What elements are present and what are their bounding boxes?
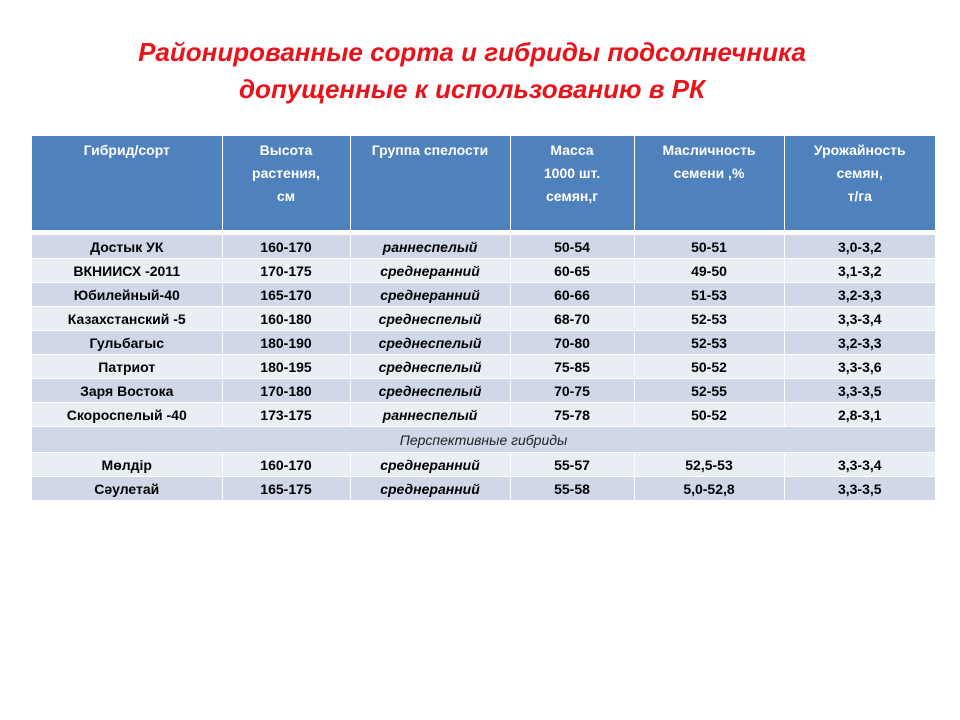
cell-height: 180-190: [222, 331, 350, 355]
cell-mass: 60-65: [510, 259, 634, 283]
header-hybrid: Гибрид/сорт: [32, 136, 222, 233]
cell-yield: 3,3-3,5: [784, 379, 935, 403]
cell-mass: 50-54: [510, 233, 634, 259]
cell-hybrid: Гульбагыс: [32, 331, 222, 355]
cell-hybrid: Казахстанский -5: [32, 307, 222, 331]
section-row: [32, 427, 935, 453]
cell-oil: 52-53: [634, 331, 784, 355]
cell-hybrid: Юбилейный-40: [32, 283, 222, 307]
cell-hybrid: Достык УК: [32, 233, 222, 259]
table-row: [32, 453, 935, 477]
header-mass-1000: Масса 1000 шт. семян,г: [510, 136, 634, 233]
table-row: [32, 233, 935, 259]
table-row: [32, 477, 935, 501]
cell-yield: 3,2-3,3: [784, 283, 935, 307]
cell-yield: 2,8-3,1: [784, 403, 935, 427]
cell-hybrid: Сәулетай: [32, 477, 222, 501]
cell-mass: 75-78: [510, 403, 634, 427]
cell-hybrid: ВКНИИСХ -2011: [32, 259, 222, 283]
cell-oil: 50-52: [634, 403, 784, 427]
cell-oil: 49-50: [634, 259, 784, 283]
cell-mass: 60-66: [510, 283, 634, 307]
cell-mass: 55-58: [510, 477, 634, 501]
cell-height: 160-170: [222, 233, 350, 259]
cell-hybrid: Заря Востока: [32, 379, 222, 403]
header-height: Высота растения, см: [222, 136, 350, 233]
cell-ripeness: раннеспелый: [350, 403, 510, 427]
cell-hybrid: Мөлдір: [32, 453, 222, 477]
table-row: [32, 259, 935, 283]
cell-mass: 68-70: [510, 307, 634, 331]
cell-ripeness: среднеранний: [350, 259, 510, 283]
cell-height: 165-170: [222, 283, 350, 307]
table-row: [32, 355, 935, 379]
cell-hybrid: Патриот: [32, 355, 222, 379]
cell-height: 173-175: [222, 403, 350, 427]
cell-ripeness: среднеранний: [350, 283, 510, 307]
cell-ripeness: раннеспелый: [350, 233, 510, 259]
cell-yield: 3,3-3,6: [784, 355, 935, 379]
cell-yield: 3,0-3,2: [784, 233, 935, 259]
cell-ripeness: среднеспелый: [350, 331, 510, 355]
cell-hybrid: Скороспелый -40: [32, 403, 222, 427]
header-yield: Урожайность семян, т/га: [784, 136, 935, 233]
table-row: [32, 283, 935, 307]
cell-mass: 75-85: [510, 355, 634, 379]
cell-oil: 52-53: [634, 307, 784, 331]
cell-oil: 50-51: [634, 233, 784, 259]
section-label: Перспективные гибриды: [32, 427, 935, 453]
cell-oil: 50-52: [634, 355, 784, 379]
cell-oil: 5,0-52,8: [634, 477, 784, 501]
cell-oil: 51-53: [634, 283, 784, 307]
cell-height: 170-175: [222, 259, 350, 283]
cell-ripeness: среднеспелый: [350, 355, 510, 379]
cell-yield: 3,3-3,4: [784, 453, 935, 477]
table-row: [32, 307, 935, 331]
cell-height: 180-195: [222, 355, 350, 379]
cell-oil: 52,5-53: [634, 453, 784, 477]
cell-mass: 70-75: [510, 379, 634, 403]
cell-ripeness: среднеспелый: [350, 379, 510, 403]
title-line-2: допущенные к использованию в РК: [238, 74, 705, 104]
title-line-1: Районированные сорта и гибриды подсолнечника: [138, 37, 806, 67]
cell-height: 165-175: [222, 477, 350, 501]
cell-mass: 55-57: [510, 453, 634, 477]
cell-height: 170-180: [222, 379, 350, 403]
cell-ripeness: среднеранний: [350, 453, 510, 477]
cell-yield: 3,2-3,3: [784, 331, 935, 355]
cell-ripeness: среднеранний: [350, 477, 510, 501]
table-header-row: [32, 136, 935, 233]
header-ripeness-group: Группа спелости: [350, 136, 510, 233]
slide-title: [0, 34, 944, 108]
table-row: [32, 403, 935, 427]
cell-mass: 70-80: [510, 331, 634, 355]
table-row: [32, 331, 935, 355]
cell-yield: 3,3-3,5: [784, 477, 935, 501]
cell-ripeness: среднеспелый: [350, 307, 510, 331]
cell-yield: 3,1-3,2: [784, 259, 935, 283]
table-row: [32, 379, 935, 403]
header-oil-content: Масличность семени ,%: [634, 136, 784, 233]
cell-height: 160-170: [222, 453, 350, 477]
cell-oil: 52-55: [634, 379, 784, 403]
cell-yield: 3,3-3,4: [784, 307, 935, 331]
varieties-table: [32, 136, 935, 501]
cell-height: 160-180: [222, 307, 350, 331]
